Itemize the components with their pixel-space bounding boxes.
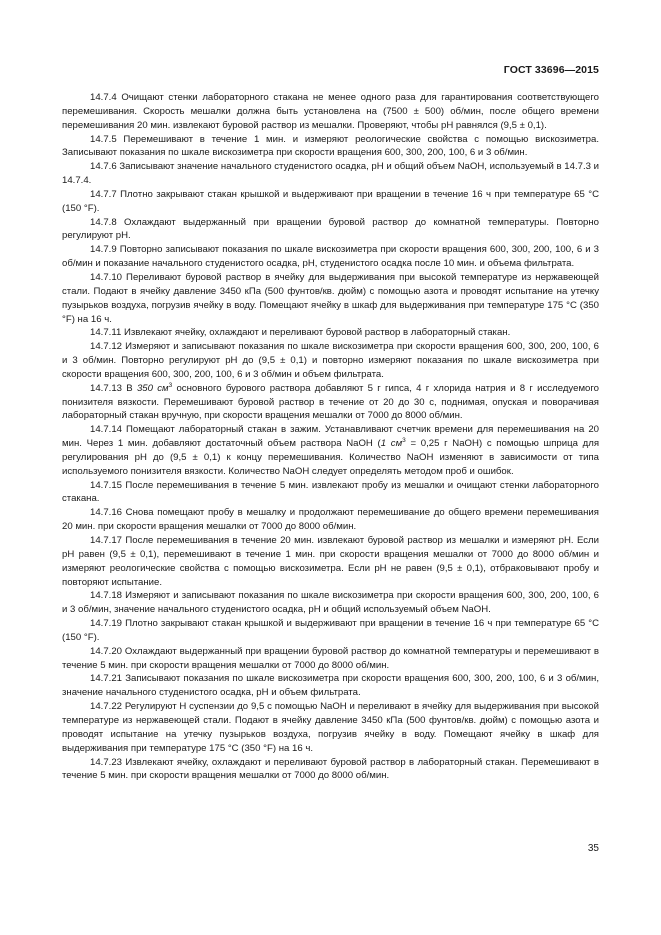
page-number: 35: [587, 843, 599, 854]
paragraph-14-7-17: 14.7.17 После перемешивания в течение 20 мин. извлекают буровой раствор из мешалки и измеряют pH. Если pH равен (9,5 ± 0,1), перемешивают в течение 1 мин. при скорости вращения мешалки от 7000 до 8000 об/мин и измеряют реологические свойства с помощью вискозиметра. Если pH не равен (9,5 ± 0,1), отбраковывают пробу и повторяют испытание.: [62, 535, 599, 588]
volume-value: 350 см: [136, 382, 169, 394]
paragraph-14-7-6: 14.7.6 Записывают значение начального студенистого осадка, pH и общий объем NaOH, используемый в 14.7.3 и 14.7.4.: [62, 161, 599, 187]
paragraph-14-7-5: 14.7.5 Перемешивают в течение 1 мин. и измеряют реологические свойства с помощью вискозиметра. Записывают показания по шкале вискозиметра при скорости вращения 600, 300, 200, 100, 6 и 3 об/мин.: [62, 133, 599, 159]
document-code: ГОСТ 33696—2015: [503, 64, 599, 76]
paragraph-14-7-9: 14.7.9 Повторно записывают показания по шкале вискозиметра при скорости вращения 600, 300, 200, 100, 6 и 3 об/мин и показание начального студенистого осадка, pH, студенистого осадка после 10 мин. и объема фильтрата.: [62, 244, 599, 270]
paragraph-text: основного бурового раствора добавляют 5 г гипса, 4 г хлорида натрия и 8 г исследуемого понизителя вязкости. Перемешивают буровой раствор в течение от 20 до 30 с, поднимая, опуская и поворачивая лабораторный стакан вручную, при скорости вращения мешалки от 7000 до 8000 об/мин.: [62, 382, 599, 422]
paragraph-text: 14.7.13 В: [90, 382, 137, 394]
paragraph-14-7-23: 14.7.23 Извлекают ячейку, охлаждают и переливают буровой раствор в лабораторный стакан. Перемешивают в течение 5 мин. при скорости вращения мешалки от 7000 до 8000 об/мин.: [62, 756, 599, 782]
superscript: 3: [168, 381, 173, 389]
paragraph-14-7-13: [62, 382, 599, 424]
paragraph-14-7-11: 14.7.11 Извлекают ячейку, охлаждают и переливают буровой раствор в лабораторный стакан.: [90, 327, 511, 339]
paragraph-14-7-22: 14.7.22 Регулируют H суспензии до 9,5 с помощью NaOH и переливают в ячейку для выдерживания при высокой температуре из нержавеющей стали. Подают в ячейку давление 3450 кПа (500 фунтов/кв. дюйм) с помощью азота и проводят испытание на утечку пузырьков воздуха, погрузив ячейку в воду. Помещают ячейку в шкаф для выдерживания при температуре 175 °C (350 °F) на 16 ч.: [62, 701, 599, 754]
volume-value: 1 см: [380, 438, 403, 450]
paragraph-14-7-7: 14.7.7 Плотно закрывают стакан крышкой и выдерживают при вращении в течение 16 ч при температуре 65 °C (150 °F).: [62, 188, 599, 214]
paragraph-14-7-15: 14.7.15 После перемешивания в течение 5 мин. извлекают пробу из мешалки и очищают стенки лабораторного стакана.: [62, 479, 599, 505]
document-body: [62, 91, 599, 783]
paragraph-14-7-4: 14.7.4 Очищают стенки лабораторного стакана не менее одного раза для гарантирования соответствующего перемешивания. Скорость мешалки должна быть установлена на (7500 ± 500) об/мин, после общего времени перемешивания 20 мин. извлекают буровой раствор из мешалки. Проверяют, чтобы pH равнялся (9,5 ± 0,1).: [62, 92, 599, 131]
paragraph-14-7-18: 14.7.18 Измеряют и записывают показания по шкале вискозиметра при скорости вращения 600, 300, 200, 100, 6 и 3 об/мин, значение начального студенистого осадка, pH и общий используемый объем NaOH.: [62, 590, 599, 616]
paragraph-14-7-14: [62, 423, 599, 478]
superscript: 3: [402, 437, 406, 445]
paragraph-14-7-19: 14.7.19 Плотно закрывают стакан крышкой и выдерживают при вращении в течение 16 ч при температуре 65 °C (150 °F).: [62, 618, 599, 643]
paragraph-14-7-8: 14.7.8 Охлаждают выдержанный при вращении буровой раствор до комнатной температуры. Повторно регулируют pH.: [62, 216, 599, 242]
paragraph-14-7-12: 14.7.12 Измеряют и записывают показания по шкале вискозиметра при скорости вращения 600, 300, 200, 100, 6 и 3 об/мин. Повторно регулируют pH до (9,5 ± 0,1) и повторно измеряют показания по шкале вискозиметра при скорости вращения 600, 300, 200, 100, 6 и 3 об/мин и объем фильтрата.: [62, 341, 599, 380]
paragraph-14-7-16: 14.7.16 Снова помещают пробу в мешалку и продолжают перемешивание до общего времени перемешивания 20 мин. при скорости вращения мешалки от 7000 до 8000 об/мин.: [62, 507, 599, 533]
paragraph-14-7-21: 14.7.21 Записывают показания по шкале вискозиметра при скорости вращения 600, 300, 200, 100, 6 и 3 об/мин, значение начального студенистого осадка, pH и объем фильтрата.: [62, 673, 599, 699]
paragraph-text: 14.7.14 Помещают лабораторный стакан в зажим. Устанавливают счетчик времени для перемешивания на 20 мин. Через 1 мин. добавляют достаточный объем раствора NaOH (: [62, 424, 599, 450]
paragraph-text: = 0,25 г NaOH) с помощью шприца для регулирования pH до (9,5 ± 0,1) к концу перемешивания. Количество NaOH изменяют в зависимости от типа используемого понизителя вязкости. Количество NaOH следует определять методом проб и ошибок.: [62, 438, 600, 477]
paragraph-14-7-10: 14.7.10 Переливают буровой раствор в ячейку для выдерживания при высокой температуре из нержавеющей стали. Подают в ячейку давление 3450 кПа (500 фунтов/кв. дюйм) с помощью азота и проводят испытание на утечку пузырьков воздуха, погрузив ячейку в воду. Помещают ячейку в шкаф для выдерживания при температуре 175 °C (350 °F) на 16 ч.: [62, 271, 599, 325]
paragraph-14-7-20: 14.7.20 Охлаждают выдержанный при вращении буровой раствор до комнатной температуры и перемешивают в течение 5 мин. при скорости вращения мешалки от 7000 до 8000 об/мин.: [62, 645, 599, 671]
